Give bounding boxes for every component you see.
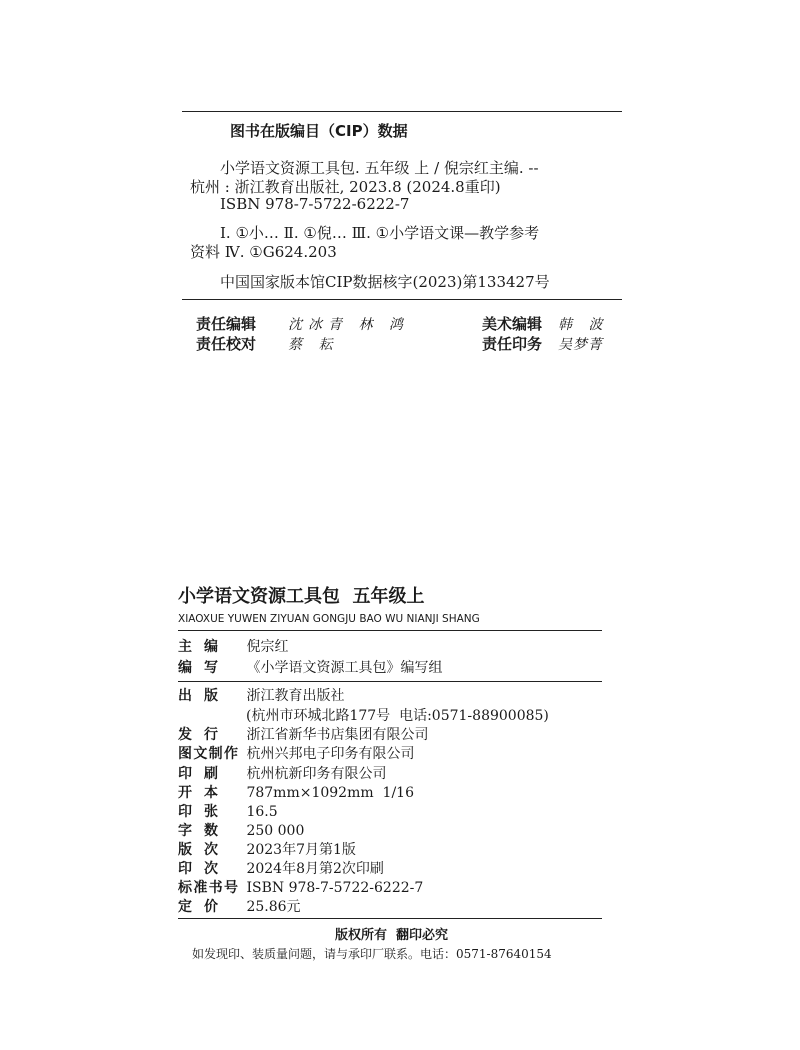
writer-value: 《小学语文资源工具包》编写组 xyxy=(246,660,443,676)
format-label: 开本 xyxy=(178,785,218,801)
details-bottom-rule xyxy=(178,918,602,919)
pub-row-word-count xyxy=(178,820,304,840)
cip-heading: 图书在版编目（CIP）数据 xyxy=(230,122,408,140)
printer-value: 杭州杭新印务有限公司 xyxy=(246,766,387,782)
pub-row-isbn xyxy=(178,877,423,897)
cip-record-number: 中国国家版本馆CIP数据核字(2023)第133427号 xyxy=(220,273,550,291)
distributor-label: 发行 xyxy=(178,727,218,743)
isbn-label: 标准书号 xyxy=(178,880,238,896)
printer-label: 印刷 xyxy=(178,766,218,782)
cip-line-3: ISBN 978-7-5722-6222-7 xyxy=(220,195,410,213)
pub-row-address xyxy=(244,705,549,725)
chief-editor-value: 倪宗红 xyxy=(246,639,289,655)
authors-rule xyxy=(178,681,602,682)
publisher-address: (杭州市环城北路177号 电话:0571-88900085) xyxy=(246,708,549,724)
cip-line-5: 资料 Ⅳ. ①G624.203 xyxy=(190,243,337,261)
pub-row-impression xyxy=(178,858,384,878)
responsible-proofreader-value: 蔡 耘 xyxy=(288,337,339,353)
cip-line-2: 杭州 : 浙江教育出版社, 2023.8 (2024.8重印) xyxy=(190,178,501,196)
pub-row-price xyxy=(178,896,301,916)
publisher-value: 浙江教育出版社 xyxy=(246,688,345,704)
typesetting-label: 图文制作 xyxy=(178,746,238,762)
cip-line-4: Ⅰ. ①小… Ⅱ. ①倪… Ⅲ. ①小学语文课—教学参考 xyxy=(220,224,540,242)
impression-label: 印次 xyxy=(178,861,218,877)
price-label: 定价 xyxy=(178,899,218,915)
cip-bottom-rule xyxy=(182,299,622,300)
copyright-notice: 版权所有 翻印必究 xyxy=(335,928,449,943)
writer-label: 编写 xyxy=(178,660,218,676)
pub-row-edition xyxy=(178,839,356,859)
responsible-printing-label: 责任印务 xyxy=(482,335,543,353)
chief-editor-label: 主编 xyxy=(178,639,218,655)
distributor-value: 浙江省新华书店集团有限公司 xyxy=(246,727,429,743)
isbn-value: ISBN 978-7-5722-6222-7 xyxy=(246,880,424,896)
responsible-editor-value: 沈冰青 林 鸿 xyxy=(288,317,409,333)
chief-editor-row xyxy=(178,636,288,656)
word-count-value: 250 000 xyxy=(246,823,305,839)
format-value: 787mm×1092mm 1/16 xyxy=(246,785,414,801)
cip-top-rule xyxy=(182,111,622,112)
typesetting-value: 杭州兴邦电子印务有限公司 xyxy=(246,746,415,762)
pub-row-sheets xyxy=(178,801,278,821)
publisher-label: 出版 xyxy=(178,688,218,704)
responsible-editor-label: 责任编辑 xyxy=(196,315,257,333)
book-title-pinyin: XIAOXUE YUWEN ZIYUAN GONGJU BAO WU NIANJI SHANG xyxy=(178,613,480,625)
impression-value: 2024年8月第2次印刷 xyxy=(246,861,384,877)
cip-line-1: 小学语文资源工具包. 五年级 上 / 倪宗红主编. -- xyxy=(220,159,539,177)
pub-row-format xyxy=(178,782,414,802)
sheets-value: 16.5 xyxy=(246,804,278,820)
responsible-proofreader-label: 责任校对 xyxy=(196,335,257,353)
edition-value: 2023年7月第1版 xyxy=(246,842,356,858)
pub-row-distributor xyxy=(178,724,428,744)
pub-row-publisher xyxy=(178,685,344,705)
title-rule xyxy=(178,630,602,631)
word-count-label: 字数 xyxy=(178,823,218,839)
quality-contact-notice: 如发现印、装质量问题，请与承印厂联系。电话：0571-87640154 xyxy=(192,947,552,961)
pub-row-printer xyxy=(178,763,386,783)
edition-label: 版次 xyxy=(178,842,218,858)
art-editor-value: 韩 波 xyxy=(558,317,609,333)
art-editor-label: 美术编辑 xyxy=(482,315,543,333)
price-value: 25.86元 xyxy=(246,899,301,915)
pub-row-typesetting xyxy=(178,743,414,763)
responsible-printing-value: 吴梦菁 xyxy=(558,337,603,353)
writer-row xyxy=(178,657,442,677)
book-title: 小学语文资源工具包 五年级上 xyxy=(178,586,425,607)
sheets-label: 印张 xyxy=(178,804,218,820)
